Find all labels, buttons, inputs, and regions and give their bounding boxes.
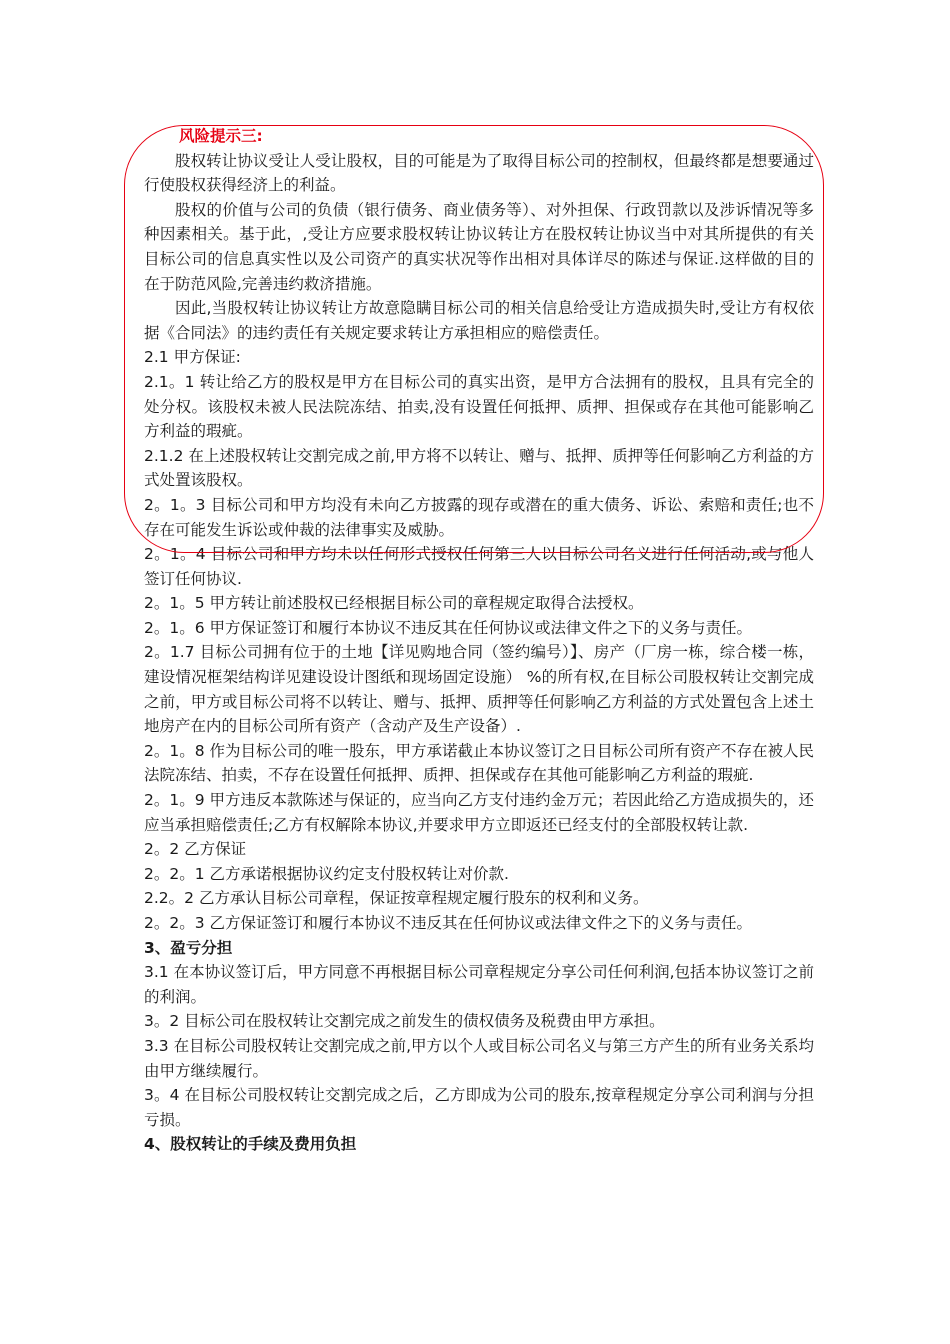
paragraph-liability: 因此,当股权转让协议转让方故意隐瞒目标公司的相关信息给受让方造成损失时,受让方有权依据《合同法》的违约责任有关规定要求转让方承担相应的赔偿责任。 [144, 299, 814, 342]
clause-2-1-7: 2。1.7 目标公司拥有位于的土地【详见购地合同（签约编号）】、房产（厂房一栋，综合楼一栋，建设情况框架结构详见建设设计图纸和现场固定设施） %的所有权,在目标公司股权转让交割完成之前，甲方或目标公司将不以转让、赠与、抵押、质押等任何影响乙方利益的方式处置包含上述土地房产在内的目标公司所有资产（含动产及生产设备）. [144, 643, 814, 736]
clause-3-3: 3.3 在目标公司股权转让交割完成之前,甲方以个人或目标公司名义与第三方产生的所有业务关系均由甲方继续履行。 [144, 1036, 815, 1080]
clause-2-1-6: 2。1。6 甲方保证签订和履行本协议不违反其在任何协议或法律文件之下的义务与责任。 [144, 618, 753, 637]
clause-2-2-1: 2。2。1 乙方承诺根据协议约定支付股权转让对价款. [144, 864, 509, 883]
clause-2-1-3: 2。1。3 目标公司和甲方均没有未向乙方披露的现存或潜在的重大债务、诉讼、索赔和责任;也不存在可能发生诉讼或仲裁的法律事实及威胁。 [144, 495, 814, 539]
clause-3-1: 3.1 在本协议签订后，甲方同意不再根据目标公司章程规定分享公司任何利润,包括本协议签订之前的利润。 [144, 963, 815, 1006]
clause-2-1-8: 2。1。8 作为目标公司的唯一股东，甲方承诺截止本协议签订之日目标公司所有资产不存在被人民法院冻结、拍卖，不存在设置任何抵押、质押、担保或存在其他可能影响乙方利益的瑕疵. [144, 741, 815, 785]
section-2-1-heading: 2.1 甲方保证: [144, 348, 241, 367]
section-3-heading: 3、盈亏分担 [144, 938, 233, 957]
clause-2-1-4: 2。1。4 目标公司和甲方均未以任何形式授权任何第三人以目标公司名义进行任何活动,或与他人签订任何协议. [144, 545, 814, 588]
paragraph-purpose: 股权转让协议受让人受让股权，目的可能是为了取得目标公司的控制权，但最终都是想要通过行使股权获得经济上的利益。 [144, 151, 814, 195]
risk-title: 风险提示三: [179, 127, 263, 145]
section-2-2-heading: 2。2 乙方保证 [144, 840, 247, 859]
clause-2-1-1: 2.1。1 转让给乙方的股权是甲方在目标公司的真实出资，是甲方合法拥有的股权，且具有完全的处分权。该股权未被人民法院冻结、拍卖,没有设置任何抵押、质押、担保或存在其他可能影响乙方利益的瑕疵。 [144, 372, 814, 441]
paragraph-equity-value: 股权的价值与公司的负债（银行债务、商业债务等）、对外担保、行政罚款以及涉诉情况等多种因素相关。基于此，,受让方应要求股权转让协议转让方在股权转让协议当中对其所提供的有关目标公司的信息真实性以及公司资产的真实状况等作出相对具体详尽的陈述与保证.这样做的目的在于防范风险,完善违约救济措施。 [144, 200, 814, 293]
clause-2-2-3: 2。2。3 乙方保证签订和履行本协议不违反其在任何协议或法律文件之下的义务与责任。 [144, 914, 753, 932]
clause-3-4: 3。4 在目标公司股权转让交割完成之后，乙方即成为公司的股东,按章程规定分享公司利润与分担亏损。 [144, 1086, 814, 1129]
section-4-heading: 4、股权转让的手续及费用负担 [144, 1135, 357, 1154]
document-body [144, 124, 814, 1157]
clause-2-1-9: 2。1。9 甲方违反本款陈述与保证的，应当向乙方支付违约金万元；若因此给乙方造成损失的，还应当承担赔偿责任;乙方有权解除本协议,并要求甲方立即返还已经支付的全部股权转让款. [144, 791, 815, 834]
clause-2-1-5: 2。1。5 甲方转让前述股权已经根据目标公司的章程规定取得合法授权。 [144, 594, 644, 613]
clause-3-2: 3。2 目标公司在股权转让交割完成之前发生的债权债务及税费由甲方承担。 [144, 1012, 665, 1031]
clause-2-2-2: 2.2。2 乙方承认目标公司章程，保证按章程规定履行股东的权利和义务。 [144, 889, 649, 908]
clause-2-1-2: 2.1.2 在上述股权转让交割完成之前,甲方将不以转让、赠与、抵押、质押等任何影响乙方利益的方式处置该股权。 [144, 446, 814, 490]
